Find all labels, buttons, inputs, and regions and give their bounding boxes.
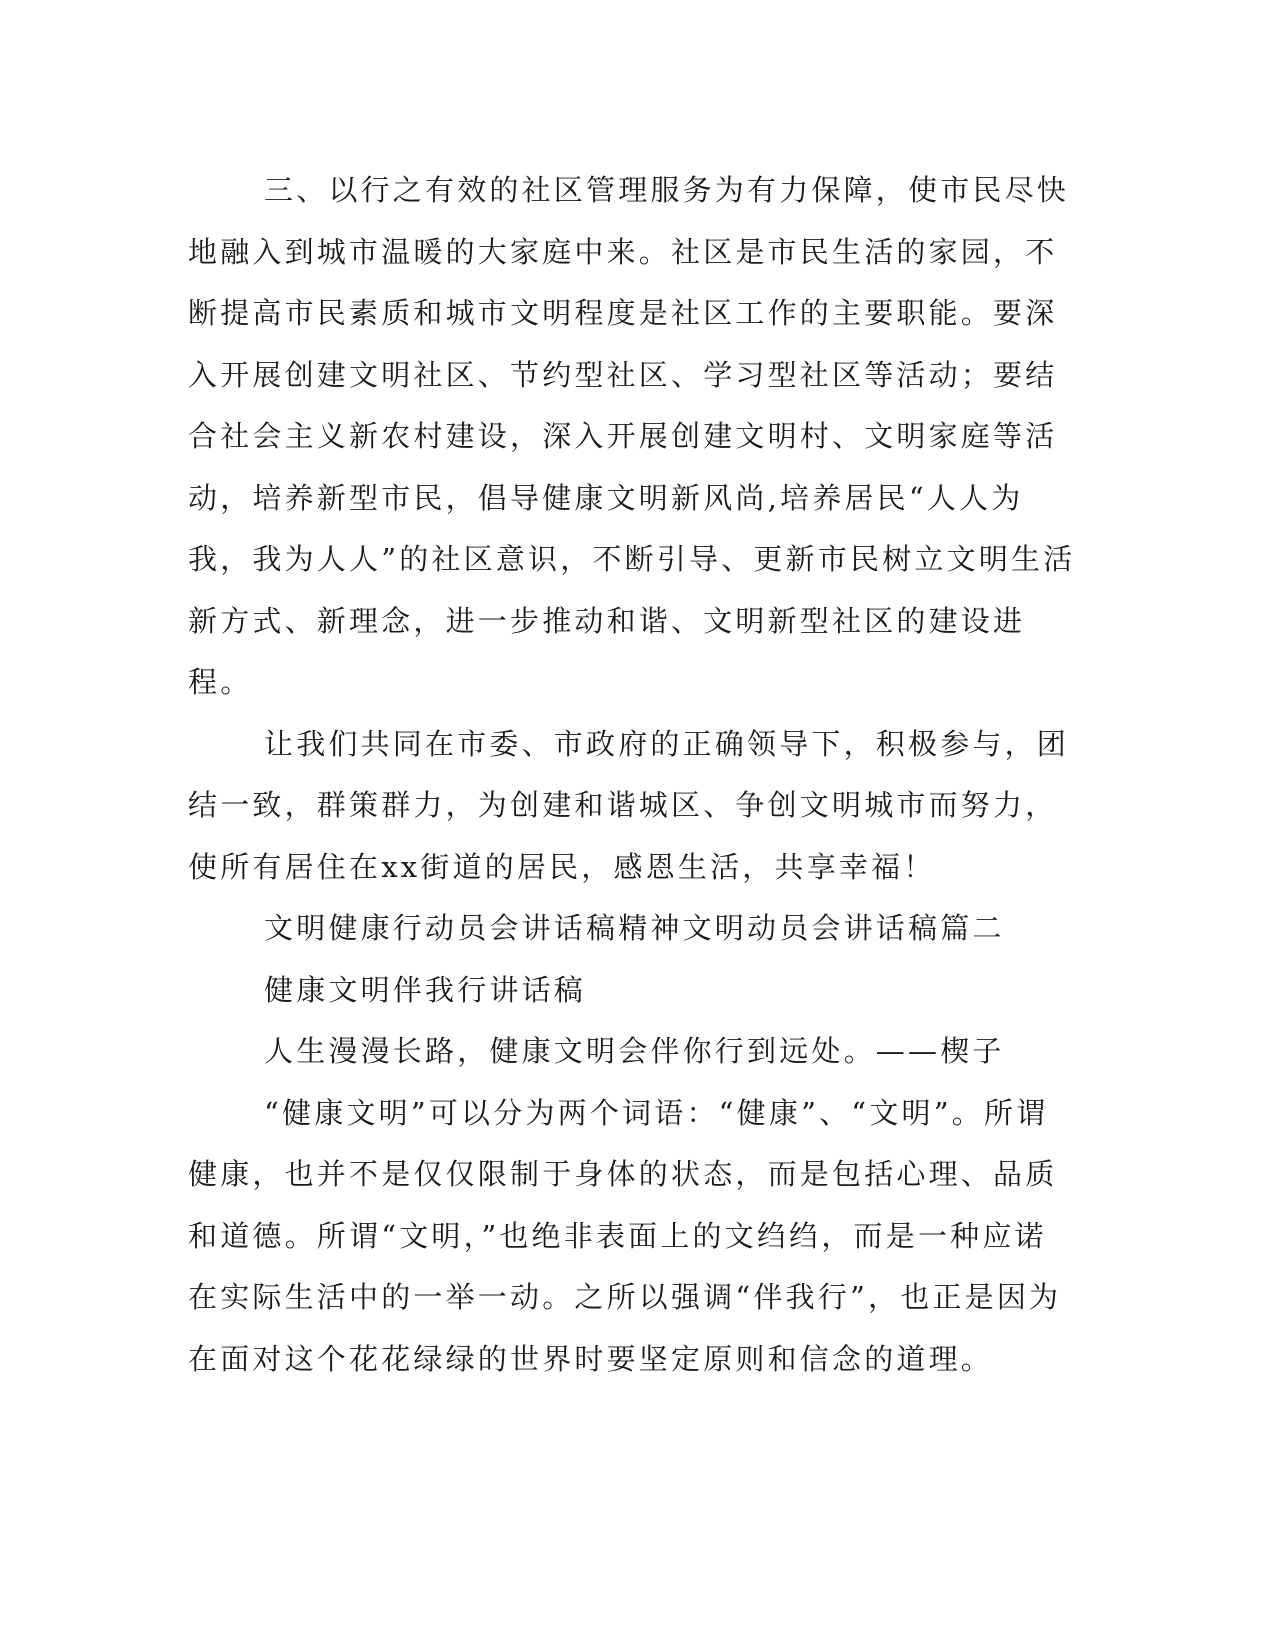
paragraph-community-management: 三、以行之有效的社区管理服务为有力保障，使市民尽快地融入到城市温暖的大家庭中来。社区是市民生活的家园，不断提高市民素质和城市文明程度是社区工作的主要职能。要深入开展创建文明社区、节约型社区、学习型社区等活动；要结合社会主义新农村建设，深入开展创建文明村、文明家庭等活动，培养新型市民，倡导健康文明新风尚,培养居民“人人为我，我为人人”的社区意识，不断引导、更新市民树立文明生活新方式、新理念，进一步推动和谐、文明新型社区的建设进程。 (188, 173, 1076, 699)
section-heading: 文明健康行动员会讲话稿精神文明动员会讲话稿篇二 (264, 911, 1005, 945)
opening-quote: 人生漫漫长路，健康文明会伴你行到远处。——楔子 (264, 1034, 1005, 1068)
paragraph-health-civilization: “健康文明”可以分为两个词语：“健康”、“文明”。所谓健康，也并不是仅仅限制于身体的状态，而是包括心理、品质和道德。所谓“文明，”也绝非表面上的文绉绉，而是一种应诺在实际生活中的一举一动。之所以强调“伴我行”，也正是因为在面对这个花花绿绿的世界时要坚定原则和信念的道理。 (188, 1095, 1062, 1376)
paragraph-call-to-action: 让我们共同在市委、市政府的正确领导下，积极参与，团结一致，群策群力，为创建和谐城区、争创文明城市而努力，使所有居住在xx街道的居民，感恩生活，共享幸福！ (188, 726, 1070, 884)
speech-title: 健康文明伴我行讲话稿 (264, 972, 587, 1007)
document-body (188, 160, 1078, 1390)
